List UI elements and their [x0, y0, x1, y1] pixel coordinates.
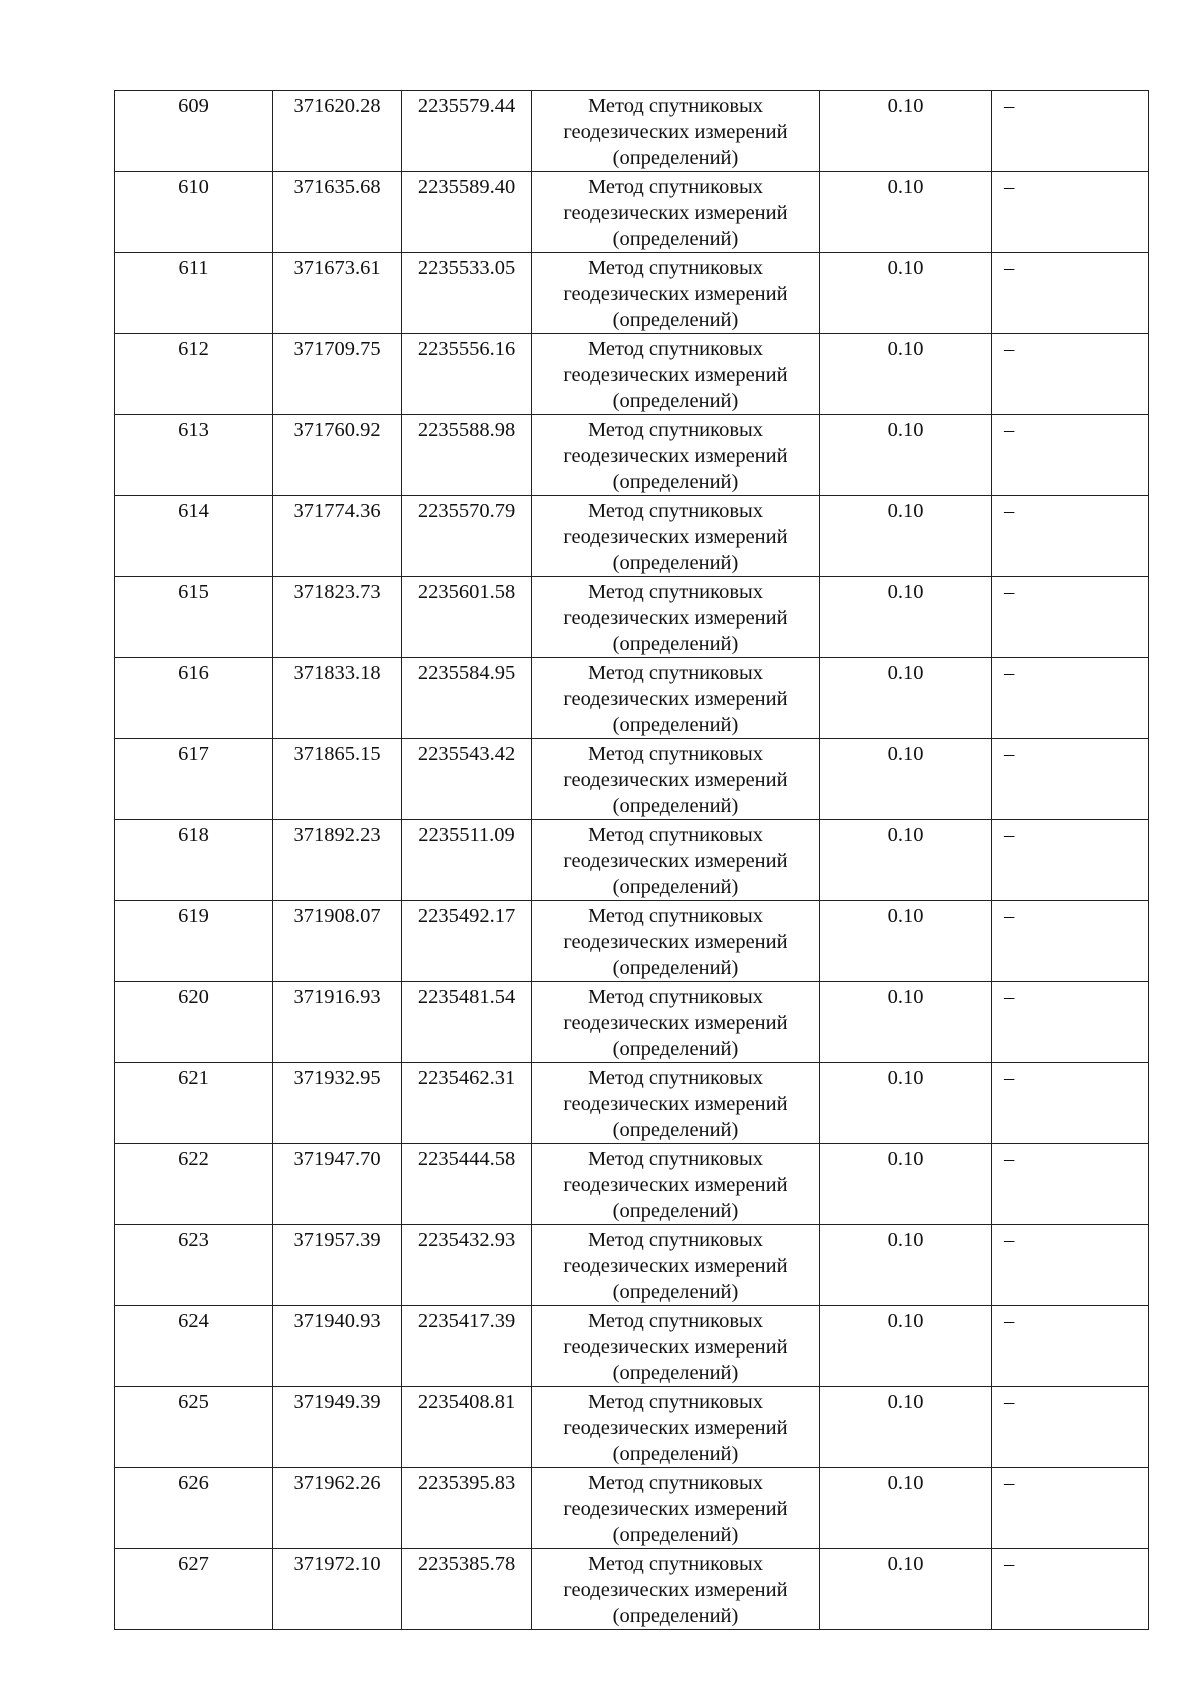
coordinate-y-cell-text: 2235481.54: [417, 986, 516, 1008]
method-cell-text: Метод спутниковых геодезических измерений (определений): [563, 662, 788, 736]
coordinate-x-cell-text: 371635.68: [293, 176, 381, 198]
coordinate-y-cell: [402, 334, 532, 415]
accuracy-cell: [820, 820, 992, 901]
point-number-cell: [115, 1468, 273, 1549]
accuracy-cell-text: 0.10: [887, 1553, 924, 1575]
coordinate-y-cell: [402, 901, 532, 982]
coordinate-x-cell: [273, 901, 402, 982]
accuracy-cell: [820, 577, 992, 658]
note-cell: [992, 658, 1149, 739]
note-cell-text: –: [1004, 905, 1015, 927]
method-cell: [532, 658, 820, 739]
coordinate-y-cell: [402, 658, 532, 739]
coordinate-y-cell-text: 2235588.98: [417, 419, 516, 441]
note-cell-text: –: [1004, 257, 1015, 279]
coordinate-x-cell: [273, 820, 402, 901]
method-cell-text: Метод спутниковых геодезических измерений (определений): [563, 1472, 788, 1546]
accuracy-cell-text: 0.10: [887, 1229, 924, 1251]
method-cell-text: Метод спутниковых геодезических измерений (определений): [563, 1553, 788, 1627]
coordinates-table-body: [115, 91, 1149, 1630]
note-cell: [992, 982, 1149, 1063]
coordinate-x-cell: [273, 982, 402, 1063]
table-row: [115, 739, 1149, 820]
accuracy-cell-text: 0.10: [887, 500, 924, 522]
note-cell-text: –: [1004, 1067, 1015, 1089]
accuracy-cell-text: 0.10: [887, 338, 924, 360]
coordinate-y-cell: [402, 1387, 532, 1468]
note-cell-text: –: [1004, 338, 1015, 360]
accuracy-cell-text: 0.10: [887, 986, 924, 1008]
note-cell: [992, 577, 1149, 658]
coordinate-y-cell-text: 2235432.93: [417, 1229, 516, 1251]
coordinate-x-cell-text: 371865.15: [293, 743, 381, 765]
method-cell-text: Метод спутниковых геодезических измерений (определений): [563, 500, 788, 574]
table-row: [115, 982, 1149, 1063]
point-number-cell: [115, 91, 273, 172]
point-number-cell-text: 619: [178, 905, 209, 927]
note-cell-text: –: [1004, 1148, 1015, 1170]
coordinate-x-cell: [273, 1063, 402, 1144]
note-cell: [992, 172, 1149, 253]
point-number-cell-text: 620: [178, 986, 209, 1008]
coordinate-x-cell: [273, 1468, 402, 1549]
coordinate-y-cell-text: 2235533.05: [417, 257, 516, 279]
point-number-cell-text: 610: [178, 176, 209, 198]
coordinate-x-cell-text: 371916.93: [293, 986, 381, 1008]
accuracy-cell: [820, 496, 992, 577]
method-cell: [532, 1387, 820, 1468]
accuracy-cell: [820, 1549, 992, 1630]
method-cell: [532, 1063, 820, 1144]
note-cell-text: –: [1004, 419, 1015, 441]
accuracy-cell: [820, 334, 992, 415]
accuracy-cell-text: 0.10: [887, 1391, 924, 1413]
coordinate-y-cell: [402, 1144, 532, 1225]
method-cell: [532, 577, 820, 658]
method-cell-text: Метод спутниковых геодезических измерений (определений): [563, 1148, 788, 1222]
coordinate-x-cell: [273, 496, 402, 577]
table-row: [115, 415, 1149, 496]
note-cell-text: –: [1004, 176, 1015, 198]
note-cell: [992, 1387, 1149, 1468]
coordinate-x-cell-text: 371823.73: [293, 581, 381, 603]
coordinate-y-cell-text: 2235556.16: [417, 338, 516, 360]
method-cell: [532, 172, 820, 253]
accuracy-cell-text: 0.10: [887, 581, 924, 603]
table-row: [115, 334, 1149, 415]
point-number-cell: [115, 577, 273, 658]
note-cell: [992, 1225, 1149, 1306]
coordinate-x-cell-text: 371972.10: [293, 1553, 381, 1575]
accuracy-cell: [820, 1063, 992, 1144]
coordinate-y-cell: [402, 496, 532, 577]
note-cell: [992, 1063, 1149, 1144]
method-cell: [532, 901, 820, 982]
note-cell-text: –: [1004, 1472, 1015, 1494]
coordinate-x-cell-text: 371947.70: [293, 1148, 381, 1170]
note-cell-text: –: [1004, 1229, 1015, 1251]
coordinate-x-cell: [273, 334, 402, 415]
table-row: [115, 658, 1149, 739]
coordinate-x-cell: [273, 415, 402, 496]
coordinates-table: [114, 90, 1149, 1630]
coordinate-x-cell: [273, 1144, 402, 1225]
method-cell-text: Метод спутниковых геодезических измерений (определений): [563, 1310, 788, 1384]
point-number-cell-text: 621: [178, 1067, 209, 1089]
table-row: [115, 1549, 1149, 1630]
note-cell: [992, 496, 1149, 577]
point-number-cell: [115, 1549, 273, 1630]
accuracy-cell: [820, 901, 992, 982]
accuracy-cell-text: 0.10: [887, 743, 924, 765]
coordinate-x-cell-text: 371774.36: [293, 500, 381, 522]
method-cell-text: Метод спутниковых геодезических измерений (определений): [563, 986, 788, 1060]
method-cell-text: Метод спутниковых геодезических измерений (определений): [563, 824, 788, 898]
coordinate-y-cell-text: 2235601.58: [417, 581, 516, 603]
coordinate-y-cell: [402, 172, 532, 253]
coordinate-x-cell: [273, 1387, 402, 1468]
accuracy-cell-text: 0.10: [887, 1067, 924, 1089]
point-number-cell-text: 617: [178, 743, 209, 765]
coordinate-x-cell-text: 371962.26: [293, 1472, 381, 1494]
method-cell-text: Метод спутниковых геодезических измерений (определений): [563, 1391, 788, 1465]
method-cell: [532, 334, 820, 415]
table-row: [115, 820, 1149, 901]
method-cell: [532, 415, 820, 496]
coordinate-x-cell-text: 371957.39: [293, 1229, 381, 1251]
table-row: [115, 577, 1149, 658]
method-cell-text: Метод спутниковых геодезических измерений (определений): [563, 905, 788, 979]
coordinate-x-cell-text: 371833.18: [293, 662, 381, 684]
coordinate-y-cell-text: 2235570.79: [417, 500, 516, 522]
point-number-cell: [115, 982, 273, 1063]
method-cell: [532, 1144, 820, 1225]
point-number-cell-text: 623: [178, 1229, 209, 1251]
accuracy-cell: [820, 1387, 992, 1468]
table-row: [115, 1063, 1149, 1144]
accuracy-cell: [820, 1225, 992, 1306]
point-number-cell: [115, 253, 273, 334]
note-cell-text: –: [1004, 1553, 1015, 1575]
coordinate-x-cell: [273, 172, 402, 253]
note-cell: [992, 1144, 1149, 1225]
point-number-cell: [115, 1144, 273, 1225]
coordinate-y-cell-text: 2235584.95: [417, 662, 516, 684]
coordinate-y-cell: [402, 1063, 532, 1144]
accuracy-cell-text: 0.10: [887, 662, 924, 684]
point-number-cell-text: 614: [178, 500, 209, 522]
accuracy-cell: [820, 91, 992, 172]
accuracy-cell: [820, 982, 992, 1063]
coordinate-y-cell: [402, 253, 532, 334]
note-cell-text: –: [1004, 1310, 1015, 1332]
table-row: [115, 253, 1149, 334]
coordinate-x-cell-text: 371940.93: [293, 1310, 381, 1332]
point-number-cell: [115, 415, 273, 496]
accuracy-cell-text: 0.10: [887, 905, 924, 927]
accuracy-cell-text: 0.10: [887, 824, 924, 846]
method-cell-text: Метод спутниковых геодезических измерений (определений): [563, 1229, 788, 1303]
method-cell: [532, 1549, 820, 1630]
point-number-cell: [115, 901, 273, 982]
accuracy-cell: [820, 658, 992, 739]
accuracy-cell-text: 0.10: [887, 176, 924, 198]
table-row: [115, 1306, 1149, 1387]
coordinate-x-cell-text: 371908.07: [293, 905, 381, 927]
point-number-cell: [115, 1063, 273, 1144]
note-cell: [992, 415, 1149, 496]
note-cell: [992, 901, 1149, 982]
coordinate-x-cell: [273, 1225, 402, 1306]
note-cell: [992, 739, 1149, 820]
coordinate-x-cell-text: 371932.95: [293, 1067, 381, 1089]
method-cell-text: Метод спутниковых геодезических измерений (определений): [563, 95, 788, 169]
coordinate-x-cell: [273, 1306, 402, 1387]
method-cell-text: Метод спутниковых геодезических измерений (определений): [563, 176, 788, 250]
point-number-cell-text: 616: [178, 662, 209, 684]
method-cell: [532, 1306, 820, 1387]
point-number-cell: [115, 658, 273, 739]
coordinate-y-cell-text: 2235417.39: [417, 1310, 516, 1332]
accuracy-cell-text: 0.10: [887, 1148, 924, 1170]
coordinate-x-cell-text: 371673.61: [293, 257, 381, 279]
coordinate-x-cell: [273, 91, 402, 172]
coordinate-y-cell-text: 2235579.44: [417, 95, 516, 117]
point-number-cell: [115, 1306, 273, 1387]
accuracy-cell-text: 0.10: [887, 95, 924, 117]
accuracy-cell: [820, 172, 992, 253]
note-cell: [992, 1468, 1149, 1549]
accuracy-cell: [820, 415, 992, 496]
table-row: [115, 91, 1149, 172]
coordinate-y-cell: [402, 1306, 532, 1387]
note-cell-text: –: [1004, 986, 1015, 1008]
table-row: [115, 1387, 1149, 1468]
table-row: [115, 496, 1149, 577]
point-number-cell: [115, 1387, 273, 1468]
coordinate-y-cell: [402, 1468, 532, 1549]
point-number-cell-text: 627: [178, 1553, 209, 1575]
point-number-cell: [115, 172, 273, 253]
point-number-cell-text: 609: [178, 95, 209, 117]
coordinate-x-cell-text: 371620.28: [293, 95, 381, 117]
coordinate-x-cell-text: 371949.39: [293, 1391, 381, 1413]
coordinate-y-cell: [402, 820, 532, 901]
table-row: [115, 1144, 1149, 1225]
method-cell: [532, 1225, 820, 1306]
coordinate-y-cell: [402, 91, 532, 172]
point-number-cell-text: 611: [178, 257, 209, 279]
coordinate-x-cell: [273, 577, 402, 658]
accuracy-cell-text: 0.10: [887, 1310, 924, 1332]
coordinate-x-cell-text: 371709.75: [293, 338, 381, 360]
coordinate-y-cell: [402, 577, 532, 658]
point-number-cell-text: 618: [178, 824, 209, 846]
coordinate-y-cell-text: 2235543.42: [417, 743, 516, 765]
coordinate-y-cell-text: 2235462.31: [417, 1067, 516, 1089]
note-cell-text: –: [1004, 824, 1015, 846]
coordinate-y-cell: [402, 1225, 532, 1306]
method-cell: [532, 820, 820, 901]
note-cell-text: –: [1004, 662, 1015, 684]
method-cell: [532, 91, 820, 172]
point-number-cell: [115, 1225, 273, 1306]
table-row: [115, 172, 1149, 253]
coordinate-y-cell-text: 2235492.17: [417, 905, 516, 927]
note-cell-text: –: [1004, 500, 1015, 522]
method-cell: [532, 982, 820, 1063]
coordinate-y-cell-text: 2235385.78: [417, 1553, 516, 1575]
accuracy-cell-text: 0.10: [887, 1472, 924, 1494]
accuracy-cell: [820, 253, 992, 334]
coordinate-x-cell: [273, 253, 402, 334]
table-row: [115, 901, 1149, 982]
accuracy-cell-text: 0.10: [887, 257, 924, 279]
note-cell-text: –: [1004, 743, 1015, 765]
point-number-cell: [115, 496, 273, 577]
method-cell-text: Метод спутниковых геодезических измерений (определений): [563, 743, 788, 817]
coordinate-x-cell: [273, 658, 402, 739]
point-number-cell: [115, 739, 273, 820]
method-cell: [532, 1468, 820, 1549]
point-number-cell: [115, 820, 273, 901]
point-number-cell-text: 626: [178, 1472, 209, 1494]
note-cell: [992, 334, 1149, 415]
coordinate-y-cell-text: 2235408.81: [417, 1391, 516, 1413]
note-cell-text: –: [1004, 95, 1015, 117]
note-cell: [992, 820, 1149, 901]
method-cell: [532, 496, 820, 577]
method-cell: [532, 739, 820, 820]
coordinate-y-cell-text: 2235395.83: [417, 1472, 516, 1494]
coordinate-y-cell: [402, 739, 532, 820]
coordinate-y-cell: [402, 1549, 532, 1630]
coordinate-x-cell: [273, 739, 402, 820]
method-cell-text: Метод спутниковых геодезических измерений (определений): [563, 1067, 788, 1141]
method-cell-text: Метод спутниковых геодезических измерений (определений): [563, 338, 788, 412]
accuracy-cell: [820, 1468, 992, 1549]
note-cell-text: –: [1004, 581, 1015, 603]
note-cell: [992, 253, 1149, 334]
coordinate-y-cell-text: 2235444.58: [417, 1148, 516, 1170]
point-number-cell-text: 625: [178, 1391, 209, 1413]
coordinate-y-cell: [402, 982, 532, 1063]
point-number-cell-text: 615: [178, 581, 209, 603]
method-cell-text: Метод спутниковых геодезических измерений (определений): [563, 257, 788, 331]
accuracy-cell-text: 0.10: [887, 419, 924, 441]
accuracy-cell: [820, 1144, 992, 1225]
note-cell: [992, 1306, 1149, 1387]
point-number-cell-text: 613: [178, 419, 209, 441]
table-row: [115, 1225, 1149, 1306]
point-number-cell-text: 624: [178, 1310, 209, 1332]
method-cell-text: Метод спутниковых геодезических измерений (определений): [563, 581, 788, 655]
coordinate-y-cell-text: 2235511.09: [418, 824, 515, 846]
table-row: [115, 1468, 1149, 1549]
coordinate-x-cell-text: 371760.92: [293, 419, 381, 441]
note-cell: [992, 1549, 1149, 1630]
note-cell-text: –: [1004, 1391, 1015, 1413]
coordinate-y-cell-text: 2235589.40: [417, 176, 516, 198]
accuracy-cell: [820, 1306, 992, 1387]
point-number-cell-text: 622: [178, 1148, 209, 1170]
point-number-cell: [115, 334, 273, 415]
coordinate-y-cell: [402, 415, 532, 496]
method-cell-text: Метод спутниковых геодезических измерений (определений): [563, 419, 788, 493]
coordinate-x-cell: [273, 1549, 402, 1630]
note-cell: [992, 91, 1149, 172]
method-cell: [532, 253, 820, 334]
accuracy-cell: [820, 739, 992, 820]
point-number-cell-text: 612: [178, 338, 209, 360]
coordinate-x-cell-text: 371892.23: [293, 824, 381, 846]
